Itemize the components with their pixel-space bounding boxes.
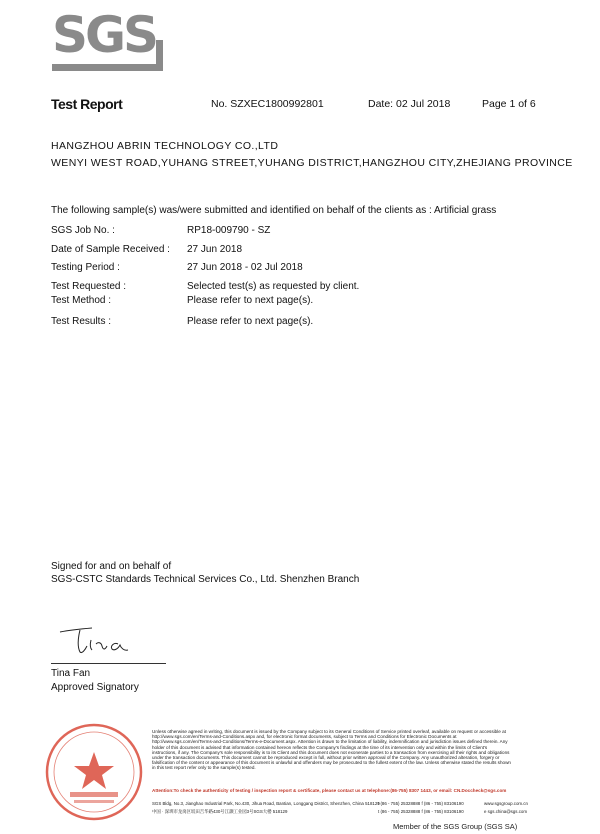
field-label-test-requested: Test Requested : (51, 281, 127, 292)
field-value-date-received: 27 Jun 2018 (187, 244, 243, 255)
field-value-test-results: Please refer to next page(s). (187, 316, 314, 327)
footer-contact-en: t (86 - 755) 25328888 f (86 - 755) 83106190 (378, 801, 464, 806)
report-date: Date: 02 Jul 2018 (368, 98, 451, 110)
footer-contact-cn: t (86 - 755) 25328888 f (86 - 755) 83106190 (378, 809, 464, 814)
sgs-logo (50, 6, 168, 70)
client-name: HANGZHOU ABRIN TECHNOLOGY CO.,LTD (51, 140, 279, 152)
sample-intro: The following sample(s) was/were submitted and identified on behalf of the clients as : Artificial grass (51, 205, 497, 216)
page-number: Page 1 of 6 (482, 98, 536, 110)
logo-underline (52, 64, 162, 71)
footer-website: www.sgsgroup.com.cn (484, 801, 528, 806)
field-label-date-received: Date of Sample Received : (51, 244, 170, 255)
signatory-role: Approved Signatory (51, 682, 139, 693)
footer-disclaimer: Unless otherwise agreed in writing, this document is issued by the Company subject to its General Conditions of Service printed overleaf, available on request or accessible at http://www.sgs.com/en/Terms-and-Conditions.aspx and, for electronic format documents, subject to Terms and Conditions for Electronic Documents at http://www.sgs.com/en/Terms-and-Conditions/Terms-e-Document.aspx. Attention is drawn to the limitation of liability, indemnification and jurisdiction issues defined therein. Any holder of this document is advised that information contained hereon reflects the Company's findings at the time of its intervention only and within the limits of Client's instructions, if any. The Company's sole responsibility is to its Client and this document does not exonerate parties to a transaction from exercising all their rights and obligations under the transaction documents. This document cannot be reproduced except in full, without prior written approval of the Company. Any unauthorized alteration, forgery or falsification of the content or appearance of this document is unlawful and offenders may be prosecuted to the fullest extent of the law. Unless otherwise stated the results shown in this test report refer only to the sample(s) tested. (152, 729, 511, 771)
logo-corner (156, 40, 163, 71)
report-title: Test Report (51, 96, 123, 112)
footer-attention: Attention:To check the authenticity of testing / inspection report & certificate, please contact us at telephone:(86-755) 8307 1443, or email: CN.Doccheck@sgs.com (152, 788, 507, 793)
field-label-testing-period: Testing Period : (51, 262, 120, 273)
signatory-name: Tina Fan (51, 668, 91, 679)
signing-company: SGS-CSTC Standards Technical Services Co., Ltd. Shenzhen Branch (51, 574, 360, 585)
footer-address-cn: 中国 · 深圳市龙岗区坂田吉华路430号江灏工业园3号SGS大楼 518129 (152, 809, 288, 814)
footer-address-en: SGS Bldg, No.3, Jianghao Industrial Park, No.430, Jihua Road, Bantian, Longgang District, Shenzhen, China 518129 (152, 801, 380, 806)
client-address: WENYI WEST ROAD,YUHANG STREET,YUHANG DISTRICT,HANGZHOU CITY,ZHEJIANG PROVINCE (51, 157, 573, 169)
handwritten-signature (58, 620, 148, 660)
field-value-test-method: Please refer to next page(s). (187, 295, 314, 306)
inspection-seal-icon (44, 722, 144, 822)
field-label-test-method: Test Method : (51, 295, 112, 306)
field-label-job-no: SGS Job No. : (51, 225, 115, 236)
signature-line (51, 663, 166, 664)
footer-email: e sgs.china@sgs.com (484, 809, 528, 814)
sgs-group-membership: Member of the SGS Group (SGS SA) (393, 822, 518, 831)
field-value-test-requested: Selected test(s) as requested by client. (187, 281, 360, 292)
field-value-job-no: RP18-009790 - SZ (187, 225, 271, 236)
field-label-test-results: Test Results : (51, 316, 112, 327)
field-value-testing-period: 27 Jun 2018 - 02 Jul 2018 (187, 262, 303, 273)
signed-on-behalf: Signed for and on behalf of (51, 561, 172, 572)
sgs-logo-text: SGS (52, 6, 157, 64)
report-number: No. SZXEC1800992801 (211, 98, 324, 110)
